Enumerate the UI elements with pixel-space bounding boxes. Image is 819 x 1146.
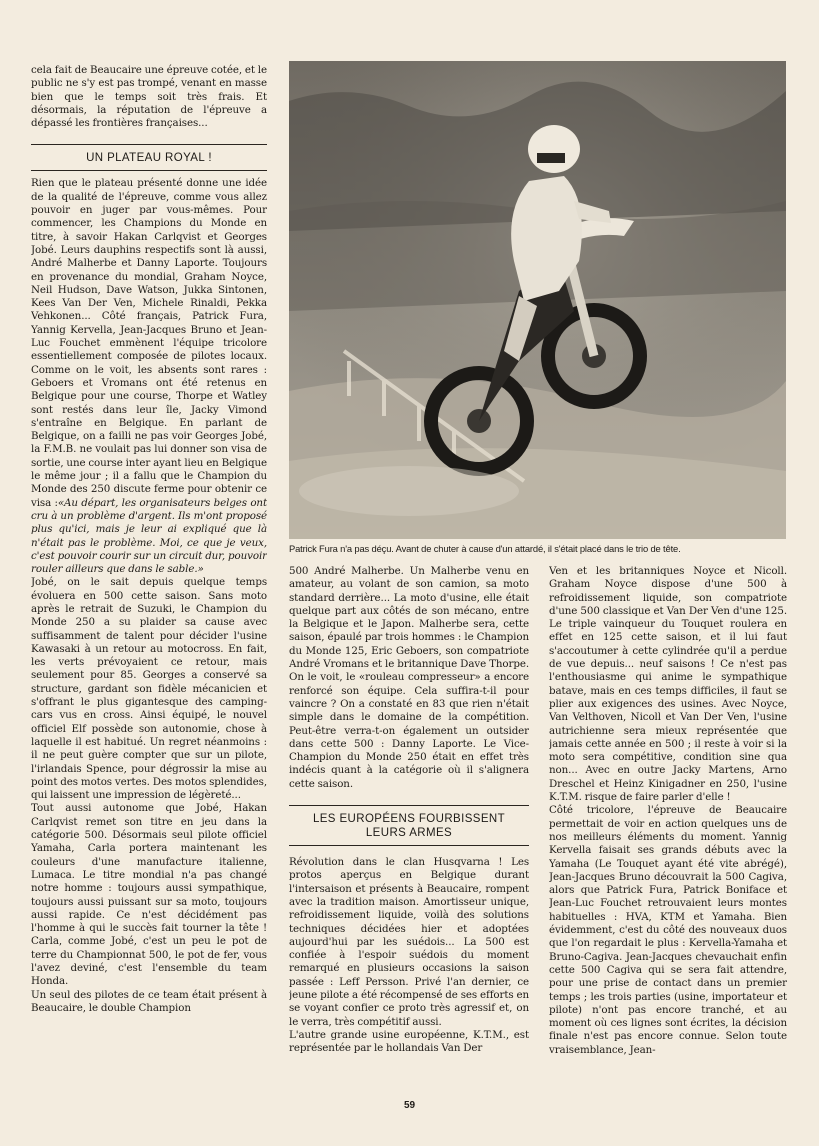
section-heading-plateau bbox=[31, 144, 267, 171]
paragraph-honda: Un seul des pilotes de ce team était présent à Beaucaire, le double Champion bbox=[31, 988, 267, 1014]
column-1 bbox=[31, 64, 267, 1096]
column-2 bbox=[289, 565, 529, 1095]
paragraph-jobe: Jobé, on le sait depuis quelque temps évoluera en 500 cette saison. Sans moto après le retrait de Suzuki, le Champion du Monde 250 a su plaider sa cause avec suffisamment de talent pour décider l'usine Kawasaki à un retour au motocross. En fait, les verts prévoyaient ce retour, mais seulement pour 85. Georges a conservé sa structure, gardant son fidèle mécanicien et s'offrant le plus gigantesque des camping-cars vus en cross. Ainsi équipé, le nouvel officiel Elf possède son autonomie, chose à laquelle il est habitué. Un regret néanmoins : il ne peut guère compter que sur un pilote, l'irlandais Spence, pour dégrossir la mise au point des motos vertes. Des motos splendides, qui laissent une impression de légèreté... bbox=[31, 576, 267, 802]
motocross-rider-illustration bbox=[289, 61, 786, 539]
section-heading-text: UN PLATEAU ROYAL ! bbox=[86, 152, 212, 165]
paragraph-tricolore: Côté tricolore, l'épreuve de Beaucaire permettait de voir en action quelques uns de nos meilleurs éléments du moment. Yannig Kervella faisait ses grands débuts avec la Yamaha (Le Touquet ayant été vite abrégé), Jean-Jacques Bruno découvrait la 500 Cagiva, alors que Patrick Fura, Patrick Boniface et Jean-Luc Fouchet retrouvaient leurs montes habituelles : HVA, KTM et Yamaha. Bien évidemment, c'est du côté des nouveaux duos que l'on regardait le plus : Kervella-Yamaha et Bruno-Cagiva. Jean-Jacques chevauchait enfin cette 500 Cagiva qui se sera fait attendre, pour une prise de contact dans un premier temps ; les trois parties (usine, importateur et pilote) n'ont pas encore tranché, et au moment où ces lignes sont écrites, la décision finale n'est pas encore connue. Selon toute vraisemblance, Jean- bbox=[549, 804, 787, 1056]
paragraph-husqvarna: Révolution dans le clan Husqvarna ! Les protos aperçus en Belgique durant l'intersaison et présents à Beaucaire, rompent avec la tradition maison. Amortisseur unique, refroidissement liquide, voilà des solutions techniques décidées hier et adoptées aujourd'hui par les suédois... La 500 est confiée à l'espoir suédois du moment remarqué en plusieurs occasions la saison passée : Leff Persson. Privé l'an dernier, ce jeune pilote a été récompensé de ses efforts en se voyant confier ce proto très agressif et, on le verra, très compétitif aussi. bbox=[289, 856, 529, 1028]
paragraph-plateau bbox=[31, 177, 267, 576]
photo-caption: Patrick Fura n'a pas déçu. Avant de chuter à cause d'un attardé, il s'était placé dans le trio de tête. bbox=[289, 543, 681, 554]
paragraph-text: Rien que le plateau présenté donne une idée de la qualité de l'épreuve, comme vous allez pouvoir en juger par vous-mêmes. Pour commencer, les Champions du Monde en titre, à savoir Hakan Carlqvist et Georges Jobé. Leurs dauphins respectifs sont là aussi, André Malherbe et Danny Laporte. Toujours en provenance du mondial, Graham Noyce, Neil Hudson, Dave Watson, Jukka Sintonen, Kees Van Der Ven, Michele Rinaldi, Pekka Vehkonen... Côté français, Patrick Fura, Yannig Kervella, Jean-Jacques Bruno et Jean-Luc Fouchet emmènent l'équipe tricolore essentiellement composée de pilotes locaux. Comme on le voit, les absents sont rares : Geboers et Vromans ont été retenus en Belgique pour une course, Thorpe et Watley sont restés dans leur île, Jacky Vimond s'entraîne en Belgique. En parlant de Belgique, on a failli ne pas voir Georges Jobé, la F.M.B. ne voulait pas lui donner son visa de sortie, une course inter ayant lieu en Belgique le même jour ; il a fallu que le Champion du Monde des 250 discute ferme pour obtenir ce visa : bbox=[31, 177, 267, 509]
paragraph-carlqvist: Tout aussi autonome que Jobé, Hakan Carlqvist remet son titre en jeu dans la catégorie 500. Désormais seul pilote officiel Yamaha, Carla portera maintenant les couleurs d'une manufacture italienne, Lumaca. Le titre mondial n'a pas changé notre homme : toujours aussi sympathique, toujours aussi puissant sur sa moto, toujours aussi rapide. Ce n'est décidément pas l'homme à qui le succès fait tourner la tête ! Carla, comme Jobé, c'est un peu le pot de terre du Championnat 500, le pot de fer, vous l'avez deviné, c'est l'ensemble du team Honda. bbox=[31, 802, 267, 988]
intro-paragraph: cela fait de Beaucaire une épreuve cotée, et le public ne s'y est pas trompé, venant en masse bien que le temps soit très frais. Et désormais, la réputation de l'épreuve a dépassé les frontières françaises... bbox=[31, 64, 267, 130]
column-3 bbox=[549, 565, 787, 1095]
page-number: 59 bbox=[403, 1100, 416, 1111]
section-heading-europeens bbox=[289, 805, 529, 846]
jobe-quote: «Au départ, les organisateurs belges ont cru à un problème d'argent. Ils m'ont proposé plus qu'ici, mais je leur ai expliqué que là n'était pas le problème. Moi, ce que je veux, c'est pouvoir courir sur un circuit dur, pouvoir rouler ailleurs que dans le sable.» bbox=[31, 496, 267, 576]
paragraph-malherbe: 500 André Malherbe. Un Malherbe venu en amateur, au volant de son camion, sa moto standard derrière... La moto d'usine, elle était quelque part aux côtés de son mécano, entre la Belgique et le Japon. Malherbe sera, cette saison, épaulé par trois hommes : le Champion du Monde 125, Eric Geboers, son compatriote André Vromans et le britannique Dave Thorpe. On le voit, le «rouleau compresseur» a encore renforcé son équipe. Cela suffira-t-il pour vaincre ? On a constaté en 83 que rien n'était simple dans le domaine de la compétition. Peut-être verra-t-on également un outsider dans cette 500 : Danny Laporte. Le Vice-Champion du Monde 250 était en effet très indécis quant à la catégorie où il s'alignera cette saison. bbox=[289, 565, 529, 790]
section-heading-line-1: LES EUROPÉENS FOURBISSENT bbox=[312, 813, 506, 826]
section-heading-line-2: LEURS ARMES bbox=[365, 827, 453, 840]
paragraph-ktm-riders: Ven et les britanniques Noyce et Nicoll. Graham Noyce dispose d'une 500 à refroidissement liquide, son compatriote d'une 500 classique et Van Der Ven d'une 125. Le triple vainqueur du Touquet roulera en effet en 125 cette saison, et il lui faut s'accoutumer à cette cylindrée qu'il a perdue de vue depuis... neuf saisons ! Ce n'est pas l'enthousiasme qui anime le sympathique batave, mais en ces temps difficiles, il faut se plier aux exigences des usines. Avec Noyce, Van Velthoven, Nicoll et Van Der Ven, l'usine autrichienne sera mieux représentée que jamais cette année en 500 ; il reste à voir si la moto sera compétitive, condition sine qua non... Avec en outre Jacky Martens, Arno Dreschel et Heinz Kinigadner en 250, l'usine K.T.M. risque de faire parler d'elle ! bbox=[549, 565, 787, 804]
paragraph-ktm: L'autre grande usine européenne, K.T.M., est représentée par le hollandais Van Der bbox=[289, 1028, 529, 1055]
motocross-photo bbox=[289, 61, 786, 539]
